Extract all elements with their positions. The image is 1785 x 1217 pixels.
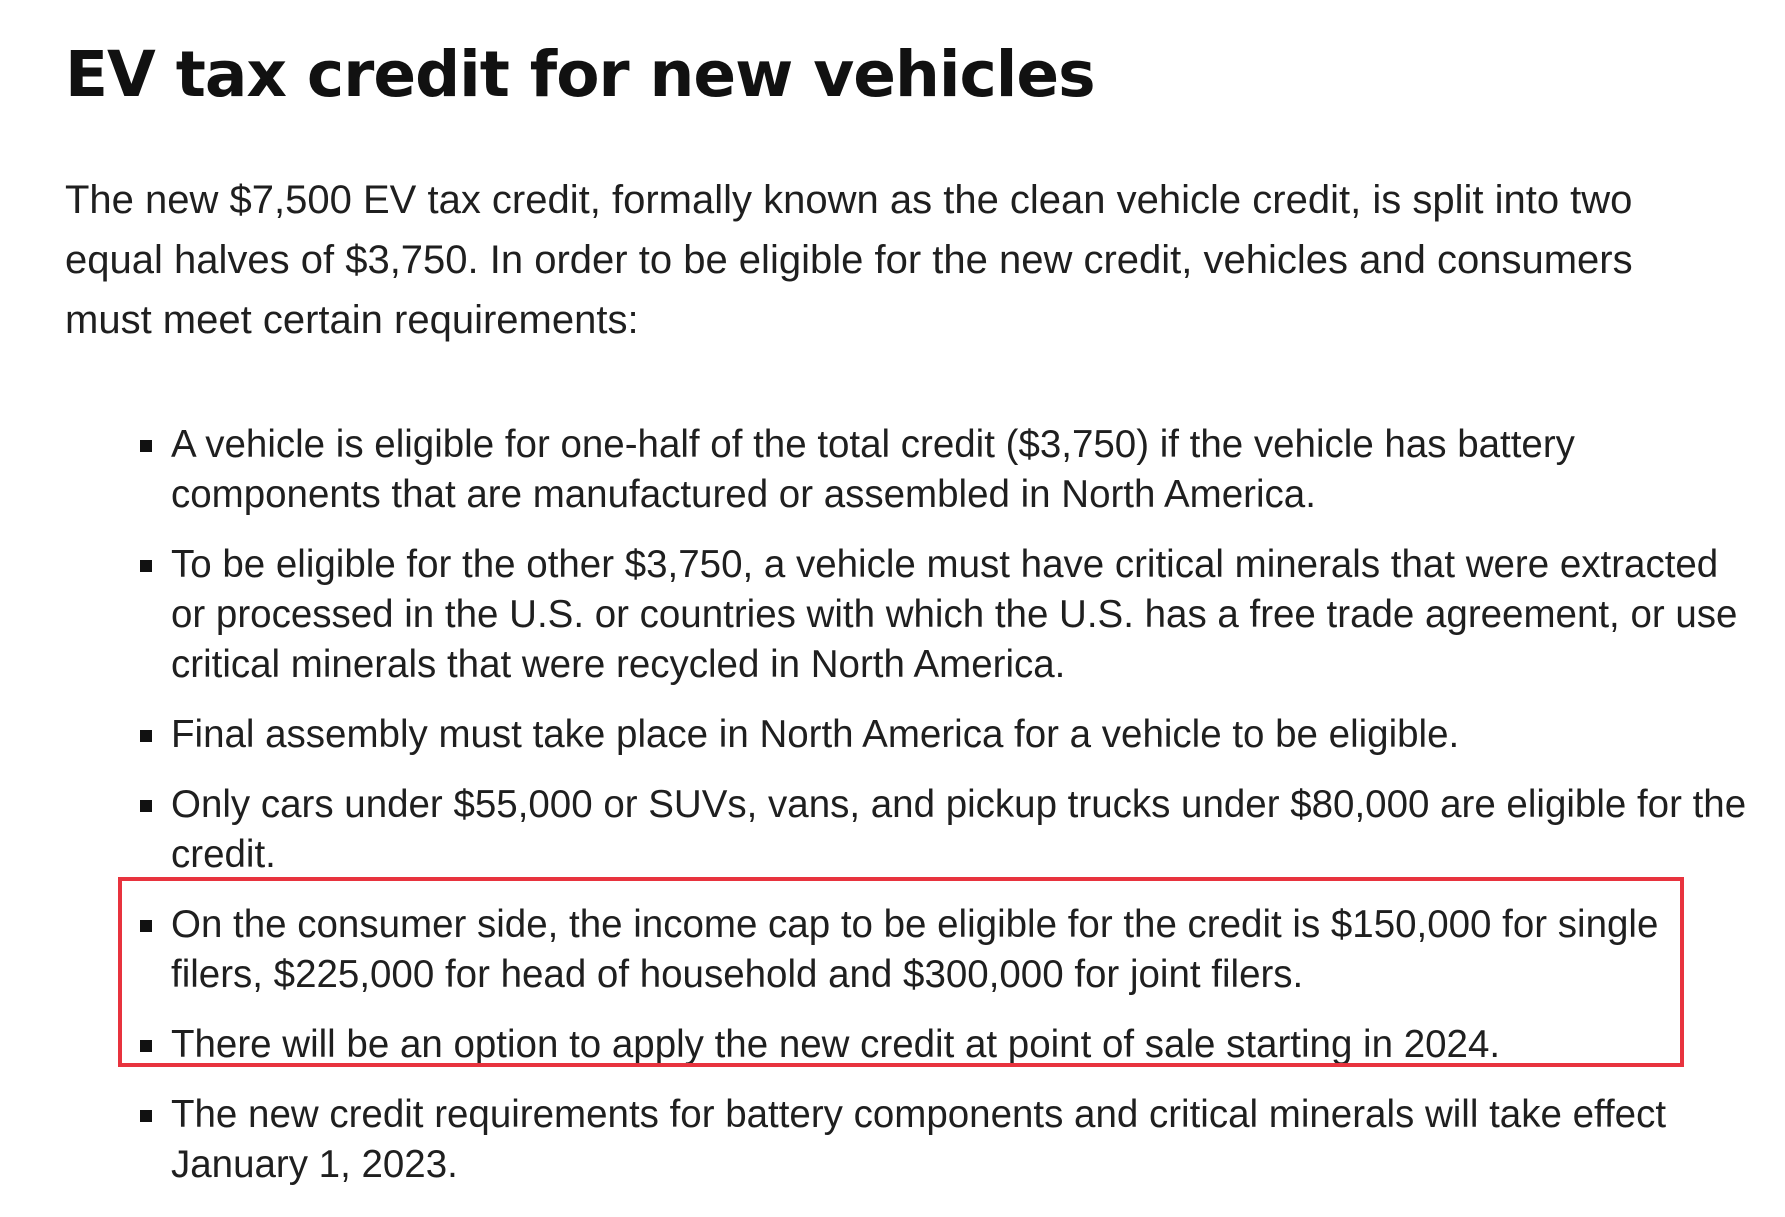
square-bullet-icon <box>140 440 152 452</box>
list-item-text: Only cars under $55,000 or SUVs, vans, and pickup trucks under $80,000 are eligible for the credit. <box>171 783 1747 876</box>
list-item <box>65 420 1755 520</box>
square-bullet-icon <box>140 560 152 572</box>
square-bullet-icon <box>140 800 152 812</box>
list-item-text: Final assembly must take place in North America for a vehicle to be eligible. <box>171 713 1460 756</box>
intro-paragraph: The new $7,500 EV tax credit, formally known as the clean vehicle credit, is split into two equal halves of $3,750. In order to be eligible for the new credit, vehicles and consumers must meet certain requirements: <box>65 178 1633 342</box>
list-item-text: To be eligible for the other $3,750, a vehicle must have critical minerals that were extracted or processed in the U.S. or countries with which the U.S. has a free trade agreement, or use critical minerals that were recycled in North America. <box>171 543 1738 686</box>
square-bullet-icon <box>140 730 152 742</box>
page-title: EV tax credit for new vehicles <box>65 38 1095 111</box>
list-item-text: There will be an option to apply the new credit at point of sale starting in 2024. <box>171 1023 1501 1066</box>
list-item-text: The new credit requirements for battery components and critical minerals will take effect January 1, 2023. <box>171 1093 1667 1186</box>
list-item <box>65 710 1755 760</box>
list-item <box>65 1090 1755 1190</box>
list-item-text: A vehicle is eligible for one-half of the total credit ($3,750) if the vehicle has battery components that are manufactured or assembled in North America. <box>171 423 1575 516</box>
square-bullet-icon <box>140 1110 152 1122</box>
requirements-list <box>65 420 1755 1190</box>
list-item-text: On the consumer side, the income cap to be eligible for the credit is $150,000 for single filers, $225,000 for head of household and $300,000 for joint filers. <box>171 903 1659 996</box>
list-item <box>65 540 1755 690</box>
highlight-annotation-box <box>118 877 1684 1067</box>
list-item <box>65 780 1755 880</box>
